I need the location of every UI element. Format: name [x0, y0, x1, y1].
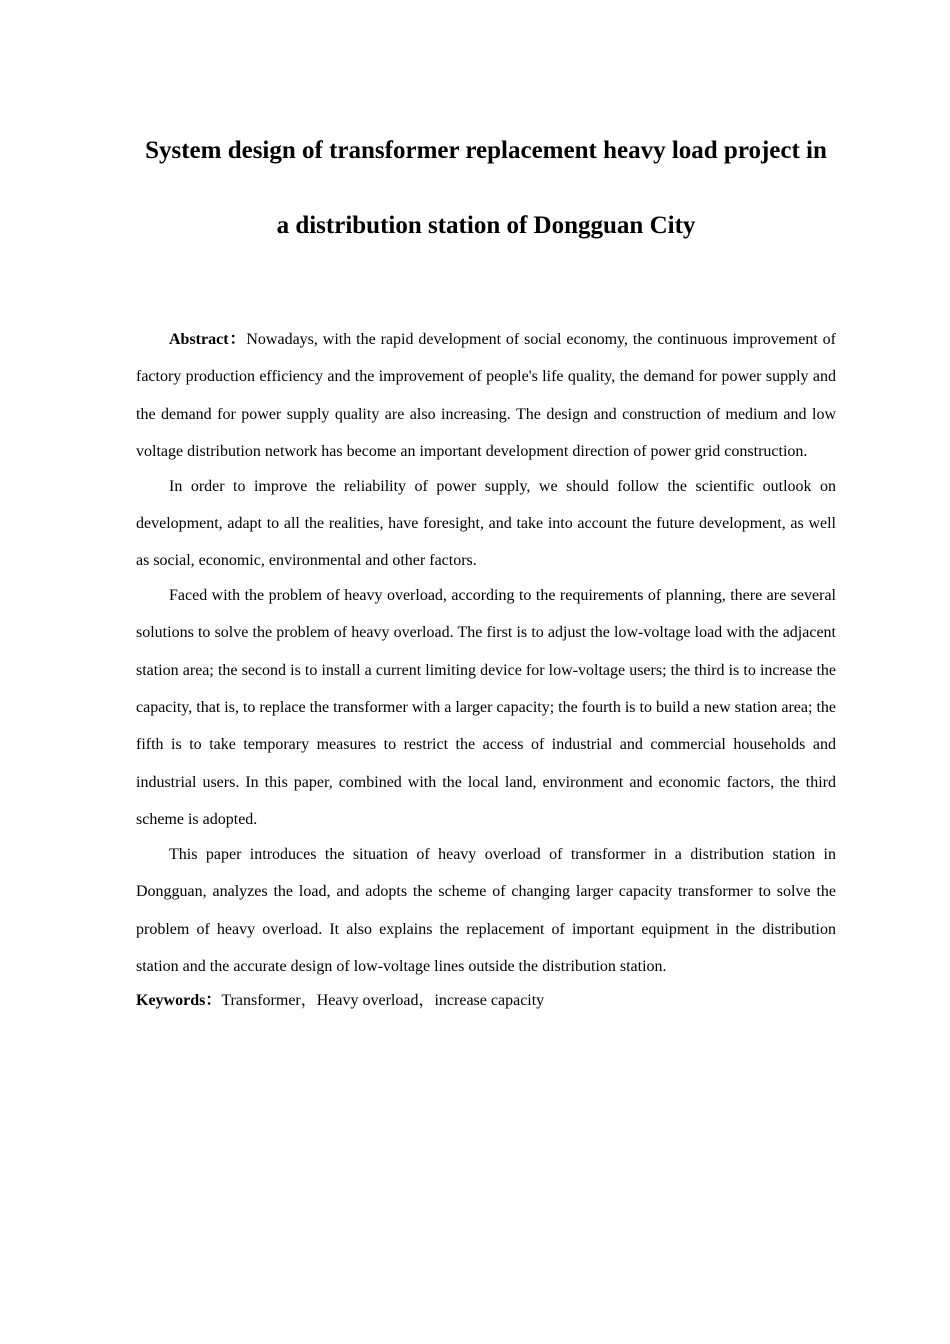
keywords-label: Keywords：	[136, 992, 222, 1010]
abstract-paragraph-1-text: Nowadays, with the rapid development of social economy, the continuous improvement of factory production efficiency and the improvement of people's life quality, the demand for power supply and the demand for power supply quality are also increasing. The design and construction of medium and low voltage distribution network has become an important development direction of power grid construction.	[136, 331, 836, 461]
abstract-paragraph-3: Faced with the problem of heavy overload, according to the requirements of planning, there are several solutions to solve the problem of heavy overload. The first is to adjust the low-voltage load with the adjacent station area; the second is to install a current limiting device for low-voltage users; the third is to increase the capacity, that is, to replace the transformer with a larger capacity; the fourth is to build a new station area; the fifth is to take temporary measures to restrict the access of industrial and commercial households and industrial users. In this paper, combined with the local land, environment and economic factors, the third scheme is adopted.	[136, 586, 836, 829]
abstract-paragraph-1	[136, 321, 836, 471]
abstract-section	[136, 321, 836, 1020]
abstract-paragraph-4: This paper introduces the situation of heavy overload of transformer in a distribution station in Dongguan, analyzes the load, and adopts the scheme of changing larger capacity transformer to solve the problem of heavy overload. It also explains the replacement of important equipment in the distribution station and the accurate design of low-voltage lines outside the distribution station.	[136, 845, 836, 975]
abstract-label: Abstract：	[169, 331, 247, 348]
page-title-line-1: System design of transformer replacement heavy load project in	[145, 137, 827, 164]
page-title-line-2: a distribution station of Dongguan City	[276, 212, 696, 239]
keywords-text: Transformer，Heavy overload，increase capacity	[221, 992, 545, 1010]
abstract-paragraph-2: In order to improve the reliability of power supply, we should follow the scientific outlook on development, adapt to all the realities, have foresight, and take into account the future development, as well as social, economic, environmental and other factors.	[136, 477, 836, 570]
keywords-line	[136, 982, 836, 1019]
